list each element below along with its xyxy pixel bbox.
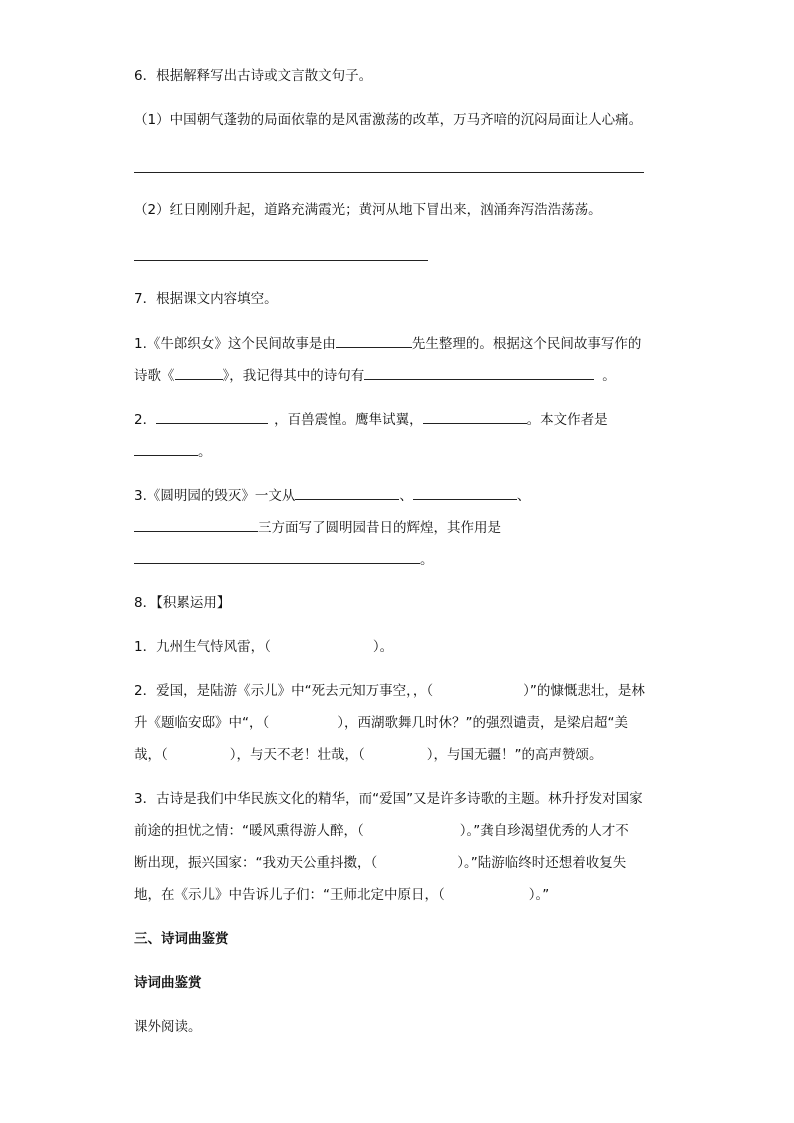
fill-blank[interactable] (423, 409, 527, 424)
q7-s3-line3 (134, 549, 434, 570)
fill-blank[interactable] (336, 333, 412, 348)
q8-s3-line1: 3．古诗是我们中华民族文化的精华，而“爱国”又是许多诗歌的主题。林升抒发对国家 (134, 791, 643, 807)
q7-s1-text-c: 诗歌《 (134, 368, 175, 384)
section-heading: 三、诗词曲鉴赏 (134, 931, 229, 947)
fill-blank[interactable] (295, 485, 399, 500)
fill-blank[interactable] (134, 441, 198, 456)
q8-title: 8．【积累运用】 (134, 595, 231, 611)
fill-blank[interactable] (364, 365, 594, 380)
q8-s2-text-b: ）”的慷慨悲壮，是林 (523, 683, 645, 699)
q8-s2-text-f: ），与天不老！壮哉，（ (229, 747, 365, 763)
q8-s3-text-b: ）。”龚自珍渴望优秀的人才不 (459, 823, 629, 839)
q7-s1-text-b: 先生整理的。根据这个民间故事写作的 (411, 336, 642, 352)
q7-s1-text-e: 。 (602, 368, 616, 384)
q8-s1-text-b: ）。 (372, 639, 394, 655)
q7-s2-text-d: 。 (198, 444, 212, 460)
q6-item-2: （2）红日刚刚升起，道路充满霞光；黄河从地下冒出来，汹涌奔泻浩浩荡荡。 (134, 202, 602, 218)
q7-s3-text-c: 。 (420, 552, 434, 568)
q8-s3-text-c: 断出现，振兴国家：“我劝天公重抖擞，（ (134, 855, 378, 871)
q7-s2-text-a: 2． (134, 412, 157, 428)
q8-s2-text-e: 哉，（ (134, 747, 168, 763)
q8-s2-line1 (134, 681, 645, 701)
fill-blank[interactable] (134, 517, 258, 532)
q7-s1-line2 (134, 365, 616, 386)
q7-s1-text-a: 1.《牛郎织女》这个民间故事是由 (134, 336, 336, 352)
q6-answer-line-1[interactable] (134, 172, 644, 173)
q6-answer-line-2[interactable] (134, 260, 428, 261)
q7-s2-line1 (134, 409, 608, 430)
fill-blank[interactable] (413, 485, 517, 500)
section-subheading: 诗词曲鉴赏 (134, 975, 202, 991)
q7-s2-text-b: ，百兽震惶。鹰隼试翼， (274, 412, 423, 428)
q7-s3-sep-1: 、 (399, 488, 413, 504)
fill-blank[interactable] (175, 365, 223, 380)
q8-s2-text-g: ），与国无疆！”的高声赞颂。 (426, 747, 603, 763)
q8-s2-line3 (134, 745, 603, 765)
section-instruction: 课外阅读。 (134, 1019, 202, 1035)
q8-s2-text-a: 2．爱国，是陆游《示儿》中“死去元知万事空，，（ (134, 683, 434, 699)
q8-s3-line2 (134, 821, 629, 841)
q8-s3-line3 (134, 853, 626, 873)
q6-title: 6．根据解释写出古诗或文言散文句子。 (134, 68, 373, 84)
q7-s2-line2 (134, 441, 212, 462)
q8-s3-line4 (134, 885, 549, 905)
q8-s3-text-f: ）。” (528, 887, 550, 903)
q7-title: 7．根据课文内容填空。 (134, 291, 278, 307)
q7-s1-line1 (134, 333, 641, 354)
q7-s3-text-b: 三方面写了圆明园昔日的辉煌，其作用是 (258, 520, 501, 536)
q8-s2-text-c: 升《题临安邸》中“，（ (134, 715, 270, 731)
q8-s2-text-d: ），西湖歌舞几时休？”的强烈谴责，是梁启超“美 (337, 715, 628, 731)
q8-s1-text-a: 1．九州生气恃风雷，（ (134, 639, 271, 655)
fill-blank[interactable] (134, 549, 420, 564)
q7-s3-text-a: 3.《圆明园的毁灭》一文从 (134, 488, 296, 504)
q7-s3-line2 (134, 517, 501, 538)
q7-s2-text-c: 。本文作者是 (526, 412, 608, 428)
q7-s3-line1 (134, 485, 530, 506)
q8-s3-text-e: 地，在《示儿》中告诉儿子们：“王师北定中原日，（ (134, 887, 445, 903)
fill-blank[interactable] (156, 409, 268, 424)
q8-s2-line2 (134, 713, 628, 733)
q7-s1-text-d: 》，我记得其中的诗句有 (222, 368, 365, 384)
q8-s1 (134, 637, 393, 657)
q6-item-1: （1）中国朝气蓬勃的局面依靠的是风雷激荡的改革，万马齐喑的沉闷局面让人心痛。 (134, 112, 643, 128)
q7-s3-sep-2: 、 (516, 488, 531, 504)
q8-s3-text-a: 前途的担忧之情：“暖风熏得游人醉，（ (134, 823, 364, 839)
q8-s3-text-d: ）。”陆游临终时还想着收复失 (457, 855, 627, 871)
